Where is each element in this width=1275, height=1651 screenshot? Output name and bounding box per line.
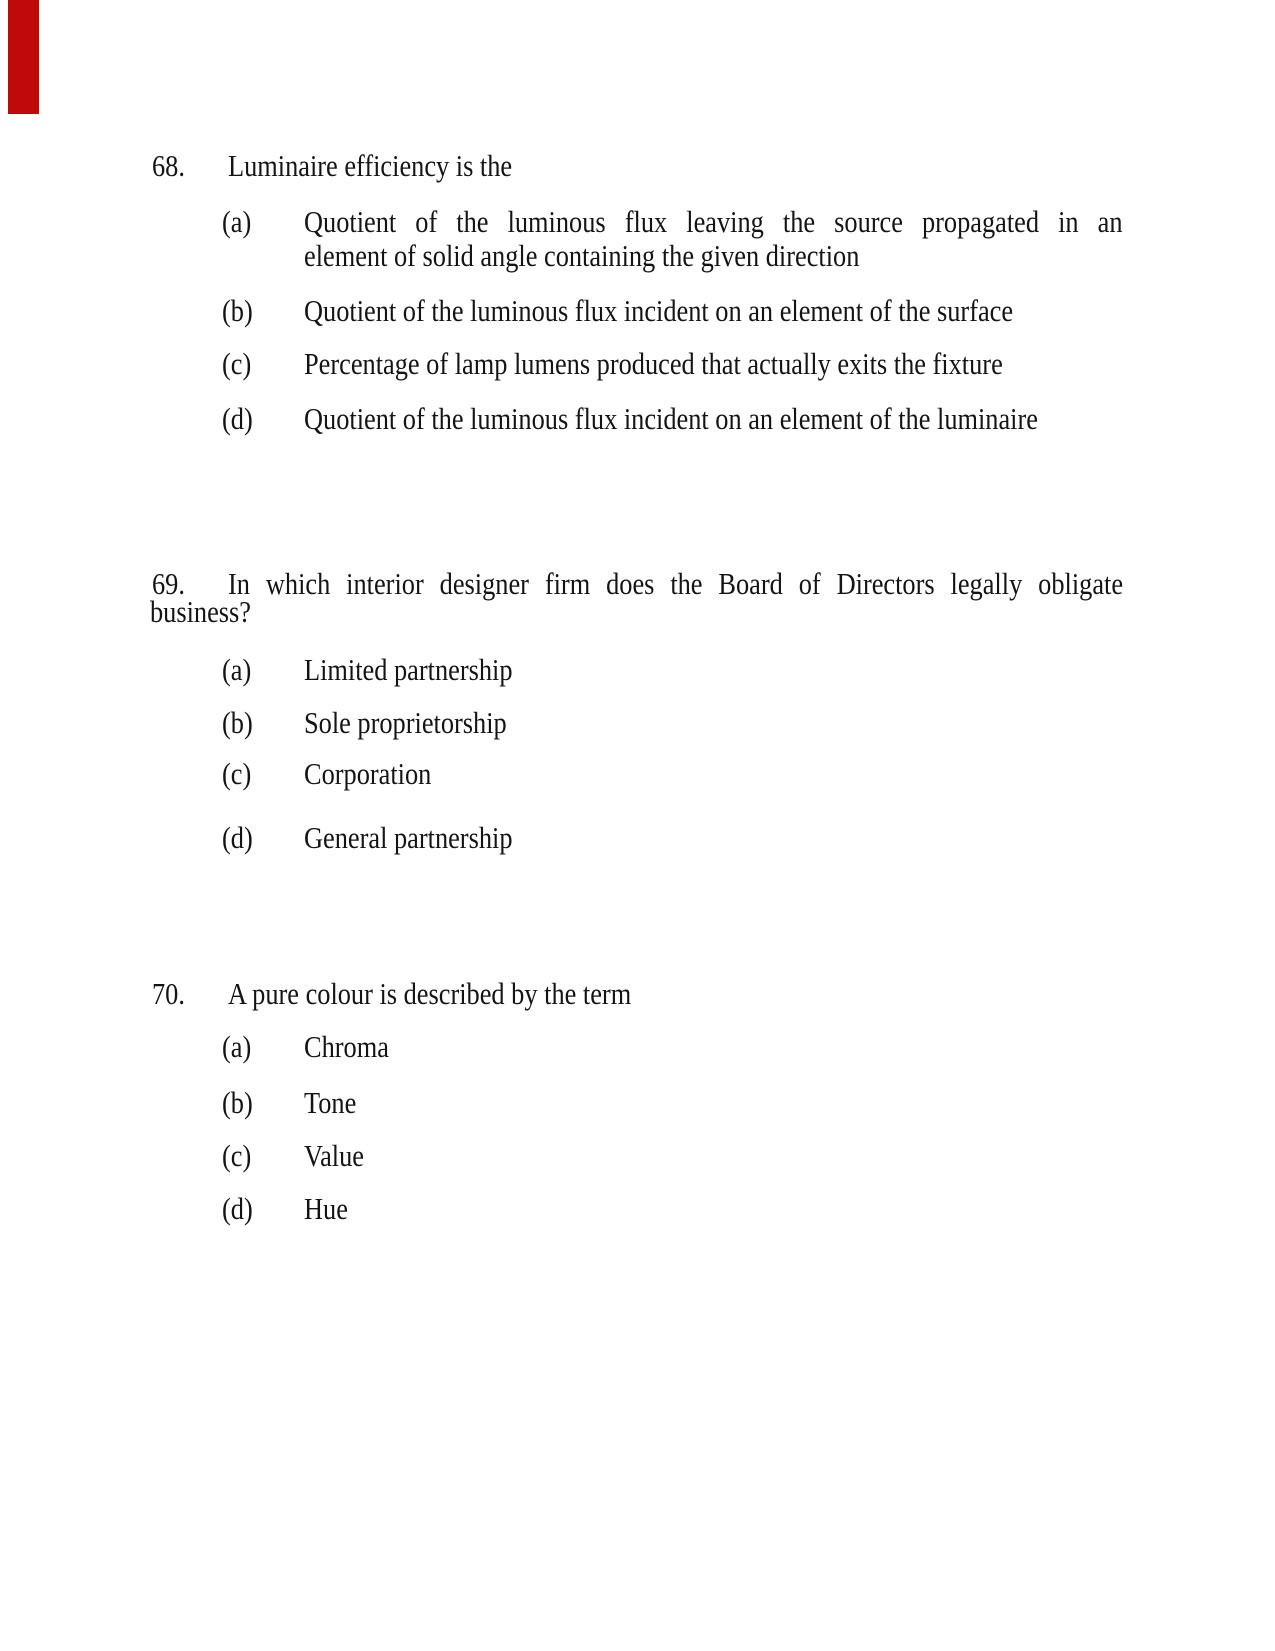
question-stem-line: business? xyxy=(150,594,252,629)
option-label: (b) xyxy=(222,1085,253,1120)
option-text-line: General partnership xyxy=(304,820,513,855)
option-text-line: Quotient of the luminous flux incident on an element of the luminaire xyxy=(304,401,1038,436)
option-text-line: Tone xyxy=(304,1085,357,1120)
option-label: (d) xyxy=(222,401,253,436)
option-text-line: Limited partnership xyxy=(304,652,513,687)
red-corner-mark xyxy=(8,0,39,114)
option-label: (a) xyxy=(222,652,252,687)
option-text-line: Value xyxy=(304,1138,365,1173)
option-label: (d) xyxy=(222,1191,253,1226)
option-text-line: Percentage of lamp lumens produced that actually exits the fixture xyxy=(304,346,1003,381)
option-text-line: element of solid angle containing the given direction xyxy=(304,238,860,273)
question-stem-line: A pure colour is described by the term xyxy=(228,976,632,1011)
option-text-line: Chroma xyxy=(304,1029,389,1064)
option-label: (c) xyxy=(222,756,252,791)
option-label: (a) xyxy=(222,1029,252,1064)
option-text-line: Quotient of the luminous flux incident on an element of the surface xyxy=(304,293,1014,328)
option-label: (a) xyxy=(222,204,252,239)
option-label: (c) xyxy=(222,1138,252,1173)
option-text-line: Sole proprietorship xyxy=(304,705,507,740)
option-text-line: Hue xyxy=(304,1191,348,1226)
option-text-line: Corporation xyxy=(304,756,432,791)
option-label: (b) xyxy=(222,293,253,328)
question-number: 69. xyxy=(152,566,185,601)
option-label: (b) xyxy=(222,705,253,740)
question-stem-line: In which interior designer firm does the Board of Directors legally obligate xyxy=(228,566,1124,601)
option-label: (c) xyxy=(222,346,252,381)
question-stem-line: Luminaire efficiency is the xyxy=(228,148,513,183)
option-text-line: Quotient of the luminous flux leaving the source propagated in an xyxy=(304,204,1123,239)
option-label: (d) xyxy=(222,820,253,855)
question-number: 70. xyxy=(152,976,185,1011)
question-number: 68. xyxy=(152,148,185,183)
